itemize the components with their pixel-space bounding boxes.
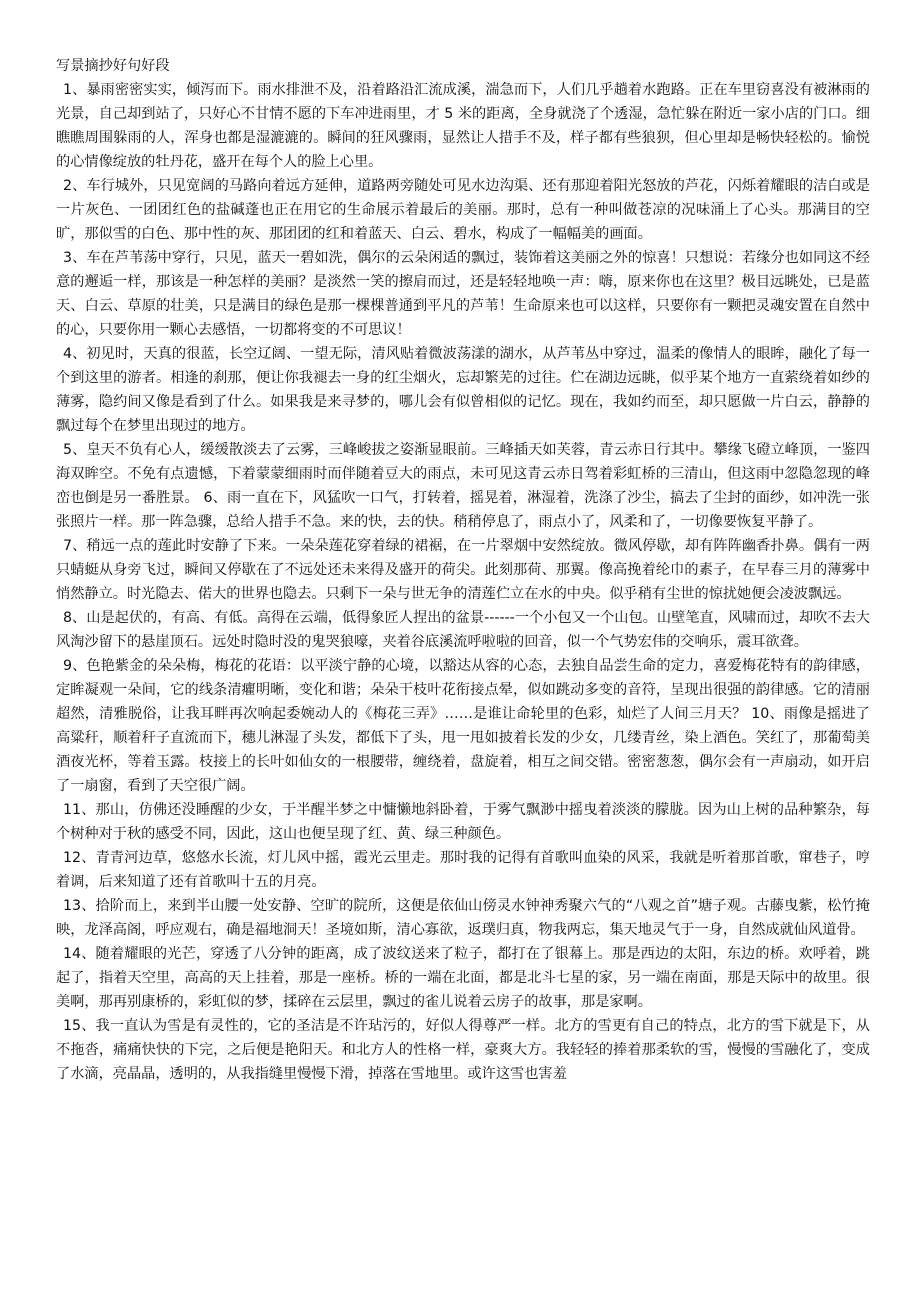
paragraph-2: 2、车行城外，只见宽阔的马路向着远方延伸，道路两旁随处可见水边沟渠、还有那迎着阳光怒放的芦花，闪烁着耀眼的洁白或是一片灰色、一团团红色的盐碱蓬也正在用它的生命展示着最后的美丽。那时，总有一种叫做苍凉的况味涌上了心头。那满目的空旷，那似雪的白色、那中性的灰、那团团的红和着蓝天、白云、碧水，构成了一幅幅美的画面。 [56,178,870,242]
paragraph-11: 11、那山，仿佛还没睡醒的少女，于半醒半梦之中慵懒地斜卧着，于雾气飘渺中摇曳着淡淡的朦胧。因为山上树的品种繁杂，每个树种对于秋的感受不同，因此，这山也便呈现了红、黄、绿三种颜色。 [56,802,870,842]
paragraph-7: 7、稍远一点的莲此时安静了下来。一朵朵莲花穿着绿的裙裾，在一片翠烟中安然绽放。微风停歇，却有阵阵幽香扑鼻。偶有一两只蜻蜓从身旁飞过，瞬间又停歇在了不远处还未来得及盛开的荷尖。此刻那荷、那翼。像高挽着纶巾的素子，在早春三月的薄雾中悄然静立。时光隐去、偌大的世界也隐去。只剩下一朵与世无争的清莲伫立在水的中央。似乎稍有尘世的惊扰她便会凌波飘远。 [56,538,870,602]
paragraph-3: 3、车在芦苇荡中穿行，只见，蓝天一碧如洗，偶尔的云朵闲适的飘过，装饰着这美丽之外的惊喜！只想说：若缘分也如同这不经意的邂逅一样，那该是一种怎样的美丽？是淡然一笑的擦肩而过，还是轻轻地唤一声：嗨，原来你也在这里？极目远眺处，已是蓝天、白云、草原的壮美，只是满目的绿色是那一棵棵普通到平凡的芦苇！生命原来也可以这样，只要你有一颗把灵魂安置在自然中的心，只要你用一颗心去感悟，一切都将变的不可思议！ [56,250,870,338]
paragraph-12: 12、青青河边草，悠悠水长流，灯儿风中摇，霞光云里走。那时我的记得有首歌叫血染的风采，我就是听着那首歌，窜巷子，哼着调，后来知道了还有首歌叫十五的月亮。 [56,850,870,890]
document-title: 写景摘抄好句好段 [56,58,170,74]
paragraph-15: 15、我一直认为雪是有灵性的，它的圣洁是不许玷污的，好似人得尊严一样。北方的雪更有自己的特点，北方的雪下就是下，从不拖沓，痛痛快快的下完，之后便是艳阳天。和北方人的性格一样，豪爽大方。我轻轻的捧着那柔软的雪，慢慢的雪融化了，变成了水滴，亮晶晶，透明的，从我指缝里慢慢下滑，掉落在雪地里。或许这雪也害羞 [56,1018,870,1082]
paragraph-14: 14、随着耀眼的光芒，穿透了八分钟的距离，成了波纹送来了粒子，都打在了银幕上。那是西边的太阳，东边的桥。欢呼着，跳起了，指着天空里，高高的天上挂着，那是一座桥。桥的一端在北面，都是北斗七星的家，另一端在南面，那是天际中的故里。很美啊，那再别康桥的，彩虹似的梦，揉碎在云层里，飘过的雀儿说着云房子的故事，那是家啊。 [56,946,870,1010]
paragraph-5-6: 5、皇天不负有心人，缓缓散淡去了云雾，三峰峻拔之姿渐显眼前。三峰插天如芙蓉，青云赤日行其中。攀缘飞磴立峰顶，一鉴四海双眸空。不免有点遗憾，下着蒙蒙细雨时而伴随着豆大的雨点，未可见这青云赤日驾着彩虹桥的三清山，但这雨中忽隐忽现的峰峦也倒是另一番胜景。 6、雨一直在下，风猛吹一口气，打转着，摇晃着，淋湿着，洗涤了沙尘，搞去了尘封的面纱，如冲洗一张张照片一样。那一阵急骤，总给人措手不急。来的快，去的快。稍稍停息了，雨点小了，风柔和了，一切像要恢复平静了。 [56,442,870,530]
paragraph-13: 13、拾阶而上，来到半山腰一处安静、空旷的院所，这便是依仙山傍灵水钟神秀聚六气的“八观之首”塘子观。古藤曳紫，松竹掩映，龙泽高阁，呼应观右，确是福地洞天！圣境如斯，清心寡欲，返璞归真，物我两忘，集天地灵气于一身，自然成就仙风道骨。 [56,898,870,938]
paragraph-4: 4、初见时，天真的很蓝，长空辽阔、一望无际，清风贴着微波荡漾的湖水，从芦苇丛中穿过，温柔的像情人的眼眸，融化了每一个到这里的游者。相逢的刹那，便让你我褪去一身的红尘烟火，忘却繁芜的过往。伫在湖边远眺，似乎某个地方一直萦绕着如纱的薄雾，隐约间又像是看到了什么。如果我是来寻梦的，哪儿会有似曾相似的记忆。现在，我如约而至，却只愿做一片白云，静静的飘过每个在梦里出现过的地方。 [56,346,870,434]
paragraph-1: 1、暴雨密密实实，倾泻而下。雨水排泄不及，沿着路沿汇流成溪，湍急而下，人们几乎趟着水跑路。正在车里窃喜没有被淋雨的光景，自己却到站了，只好心不甘情不愿的下车冲进雨里，才 5 米的距离，全身就浇了个透湿，急忙躲在附近一家小店的门口。细瞧瞧周围躲雨的人，浑身也都是湿漉漉的。瞬间的狂风骤雨，显然让人措手不及，样子都有些狼狈，但心里却是畅快轻松的。愉悦的心情像绽放的牡丹花，盛开在每个人的脸上心里。 [56,82,870,170]
document-page [56,56,870,1086]
paragraph-8: 8、山是起伏的，有高、有低。高得在云端，低得象匠人捏出的盆景------一个小包又一个山包。山壁笔直，风啸而过，却吹不去大风淘沙留下的悬崖顶石。远处时隐时没的鬼哭狼嚎，夹着谷底溪流呼啦啦的回音，似一个气势宏伟的交响乐，震耳欲聋。 [56,610,870,650]
paragraph-9-10: 9、色艳紫金的朵朵梅，梅花的花语：以平淡宁静的心境，以豁达从容的心态，去独自品尝生命的定力，喜爱梅花特有的韵律感，定眸凝观一朵间，它的线条清癯明晰，变化和谐；朵朵干枝叶花衔接点晕，似如跳动多变的音符，呈现出很强的韵律感。它的清丽超然，清雅脱俗，让我耳畔再次响起委婉动人的《梅花三弄》……是谁让命轮里的色彩，灿烂了人间三月天？ 10、雨像是摇进了高粱秆，顺着秆子直流而下，穗儿淋湿了头发，都低下了头，甩一甩如披着长发的少女，几缕青丝，染上酒色。笑红了，那葡萄美酒夜光杯，等着玉露。枝接上的长叶如仙女的一根腰带，缠绕着，盘旋着，相互之间交错。密密葱葱，偶尔会有一声扇动，如开启了一扇窗，看到了天空很广阔。 [56,658,870,794]
